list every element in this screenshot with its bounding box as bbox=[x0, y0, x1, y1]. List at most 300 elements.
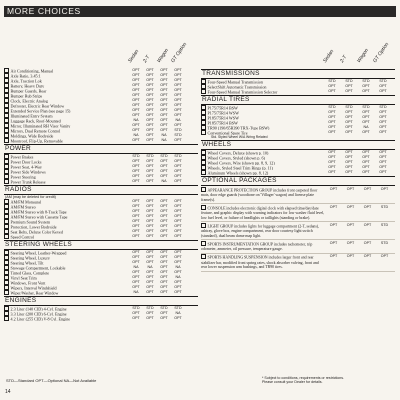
availability-value: OPT bbox=[362, 89, 370, 93]
checkbox-icon bbox=[4, 316, 9, 321]
availability-value: NA bbox=[363, 125, 369, 129]
availability-value: STD bbox=[380, 222, 389, 227]
availability-value: OPT bbox=[160, 103, 168, 107]
col-header: Wagon bbox=[156, 47, 171, 64]
availability-value: OPT bbox=[379, 110, 387, 114]
availability-value: OPT bbox=[160, 159, 168, 163]
checkbox-icon bbox=[201, 254, 206, 259]
availability-value: OPT bbox=[174, 179, 182, 183]
availability-value: NA bbox=[133, 290, 139, 295]
misc-options-list bbox=[4, 68, 198, 143]
availability-value: OPT bbox=[328, 160, 336, 165]
availability-value: OPT bbox=[174, 285, 182, 290]
radio-options-list bbox=[4, 199, 198, 239]
availability-value: OPT bbox=[146, 209, 154, 214]
availability-value: STD bbox=[160, 154, 168, 158]
availability-value: OPT bbox=[328, 155, 336, 160]
option-name: Defroster, Electric Rear Window bbox=[10, 103, 65, 108]
footnote-1: * Subject to conditions, requirements or restrictions. bbox=[262, 376, 345, 380]
availability-value: OPT bbox=[328, 110, 336, 114]
availability-value: OPT bbox=[379, 170, 387, 175]
availability-value: OPT bbox=[174, 73, 182, 77]
availability-value: OPT bbox=[174, 78, 182, 82]
availability-value: OPT bbox=[132, 159, 140, 163]
availability-value: OPT bbox=[379, 165, 387, 170]
availability-value: OPT bbox=[160, 88, 168, 92]
availability-value: OPT bbox=[160, 128, 168, 132]
availability-value: OPT bbox=[160, 285, 168, 290]
availability-value: STD bbox=[345, 79, 353, 83]
availability-value: OPT bbox=[160, 98, 168, 102]
availability-value: OPT bbox=[146, 250, 154, 255]
option-row bbox=[4, 290, 198, 295]
availability-value: OPT bbox=[132, 224, 140, 229]
availability-value: OPT bbox=[146, 133, 154, 137]
option-name: Wipers, Interval Windshield bbox=[10, 286, 57, 291]
availability-value: OPT bbox=[345, 130, 353, 134]
checkbox-icon bbox=[201, 89, 206, 94]
option-name: Power Trunk Release bbox=[10, 179, 46, 184]
availability-value: OPT bbox=[174, 280, 182, 285]
option-name: Power Side Windows bbox=[10, 169, 46, 174]
availability-value: OPT bbox=[174, 260, 182, 265]
availability-value: NA bbox=[161, 138, 167, 142]
option-name: P185/75R14 WSW bbox=[207, 115, 239, 120]
availability-value: OPT bbox=[132, 311, 140, 316]
column-headers-right bbox=[201, 20, 395, 68]
option-name: Axle, Traction Lok bbox=[10, 78, 42, 83]
availability-value: OPT bbox=[174, 169, 182, 173]
availability-value: OPT bbox=[132, 270, 140, 275]
package-description bbox=[201, 222, 325, 239]
availability-value: OPT bbox=[328, 115, 336, 119]
availability-value: OPT bbox=[174, 234, 182, 239]
availability-value: OPT bbox=[146, 83, 154, 87]
availability-value: OPT bbox=[160, 219, 168, 224]
section-radial-tires: RADIAL TIRES bbox=[201, 95, 395, 105]
availability-value: OPT bbox=[379, 125, 387, 129]
availability-value: OPT bbox=[132, 93, 140, 97]
package-description bbox=[201, 186, 325, 203]
availability-value: OPT bbox=[146, 93, 154, 97]
availability-value: OPT bbox=[379, 155, 387, 160]
option-row bbox=[201, 89, 395, 94]
availability-value: NA bbox=[133, 133, 139, 137]
availability-value: OPT bbox=[379, 84, 387, 88]
option-name: Speed Control bbox=[10, 235, 35, 240]
availability-value: OPT bbox=[328, 130, 336, 134]
option-name: Premium Sound System bbox=[10, 220, 51, 225]
section-power: POWER bbox=[4, 144, 198, 154]
option-name: Wheel Covers, Deluxe (shown p. 10) bbox=[207, 151, 269, 156]
availability-value: OPT bbox=[132, 280, 140, 285]
option-name: Conventional Spare Tire bbox=[207, 130, 248, 135]
option-name: AM/FM Monaural bbox=[10, 200, 42, 205]
option-row bbox=[4, 138, 198, 143]
package-text: SPORTS HANDLING SUSPENSION includes larger front and rear stabilizer bar, modified front spring rates, shock absorber valving, front and rear lower suspension arm bushings, and TR90 tires. bbox=[201, 255, 319, 270]
section-radios: RADIOS bbox=[4, 185, 198, 195]
availability-value: OPT bbox=[132, 123, 140, 127]
option-label bbox=[4, 234, 34, 239]
section-transmissions: TRANSMISSIONS bbox=[201, 69, 395, 79]
availability-value: OPT bbox=[146, 98, 154, 102]
availability-value: STD bbox=[174, 128, 182, 132]
option-label bbox=[4, 179, 46, 184]
availability-value: OPT bbox=[328, 84, 336, 88]
option-name: Axle Ratio, 3.45:1 bbox=[10, 73, 41, 78]
legend: STD—Standard OPT—Optional NA—Not Available bbox=[6, 378, 97, 383]
availability-value: OPT bbox=[160, 311, 168, 316]
availability-value: OPT bbox=[379, 89, 387, 93]
availability-value: NA bbox=[133, 265, 139, 270]
availability-value: OPT bbox=[174, 164, 182, 168]
availability-value: OPT bbox=[160, 123, 168, 127]
availability-value: OPT bbox=[329, 186, 338, 191]
availability-value: STD bbox=[146, 306, 154, 311]
availability-value: NA bbox=[133, 118, 139, 122]
availability-value: NA bbox=[161, 133, 167, 137]
availability-value: OPT bbox=[362, 120, 370, 124]
availability-value: OPT bbox=[160, 260, 168, 265]
availability-value: OPT bbox=[160, 270, 168, 275]
availability-value: OPT bbox=[346, 186, 355, 191]
availability-value: OPT bbox=[160, 164, 168, 168]
option-label bbox=[4, 316, 70, 321]
option-name: Power Steering bbox=[10, 174, 36, 179]
availability-value: OPT bbox=[174, 209, 182, 214]
availability-value: OPT bbox=[379, 150, 387, 155]
availability-value: OPT bbox=[345, 150, 353, 155]
tire-note: Std. Styled Wheel W/A Wring Related bbox=[211, 135, 268, 139]
availability-value: OPT bbox=[132, 219, 140, 224]
option-name: Mirror, Illuminated RH Visor Vanity bbox=[10, 123, 71, 128]
availability-value: STD bbox=[146, 154, 154, 158]
availability-value: OPT bbox=[174, 174, 182, 178]
availability-value: STD bbox=[132, 306, 140, 311]
availability-value: STD bbox=[328, 105, 336, 109]
availability-value: OPT bbox=[174, 93, 182, 97]
availability-value: OPT bbox=[146, 199, 154, 204]
option-name: Wheels, Styled Steel Trim Rings (p. 11) bbox=[207, 166, 273, 171]
availability-value: OPT bbox=[160, 68, 168, 72]
option-label bbox=[201, 89, 277, 94]
availability-value: STD bbox=[328, 79, 336, 83]
availability-value: OPT bbox=[132, 285, 140, 290]
availability-value: OPT bbox=[362, 110, 370, 114]
availability-value: OPT bbox=[146, 214, 154, 219]
availability-value: OPT bbox=[146, 128, 154, 132]
availability-value: OPT bbox=[146, 234, 154, 239]
col-header: GT Option bbox=[170, 41, 189, 64]
col-header: 2-T bbox=[339, 54, 349, 64]
availability-value: OPT bbox=[160, 255, 168, 260]
availability-value: OPT bbox=[379, 120, 387, 124]
checkbox-icon bbox=[201, 170, 206, 175]
option-name: Power Seat, 4-Way bbox=[10, 164, 42, 169]
availability-value: OPT bbox=[132, 234, 140, 239]
availability-value: OPT bbox=[362, 130, 370, 134]
availability-value: OPT bbox=[345, 115, 353, 119]
availability-value: NA bbox=[175, 311, 181, 316]
availability-value: OPT bbox=[328, 125, 336, 129]
availability-value: OPT bbox=[174, 159, 182, 163]
package-description bbox=[201, 204, 325, 221]
availability-value: STD bbox=[174, 133, 182, 137]
availability-value: OPT bbox=[174, 214, 182, 219]
option-name: Power Brakes bbox=[10, 154, 34, 159]
option-name: Protection, Lower Bodyside bbox=[10, 225, 57, 230]
availability-value: NA bbox=[161, 179, 167, 183]
availability-value: OPT bbox=[362, 84, 370, 88]
package-text: APPEARANCE PROTECTION GROUP includes front carpeted floor mats, door edge guards (woodtone on 'Villager' wagon) and license plate frame(s). bbox=[201, 188, 318, 202]
availability-value: OPT bbox=[160, 290, 168, 295]
option-name: Wheel Covers, Styled (shown p. 6) bbox=[207, 156, 265, 161]
availability-value: OPT bbox=[363, 254, 372, 259]
availability-value: OPT bbox=[160, 83, 168, 87]
availability-value: OPT bbox=[174, 98, 182, 102]
availability-value: OPT bbox=[362, 165, 370, 170]
option-label bbox=[201, 130, 248, 135]
availability-value: OPT bbox=[132, 255, 140, 260]
option-name: TR90 (190/65R390 TRX-Type BSW) bbox=[207, 125, 270, 130]
option-name: Bumper Guards, Rear bbox=[10, 88, 47, 93]
availability-value: OPT bbox=[329, 254, 338, 259]
availability-value: NA bbox=[175, 118, 181, 122]
page-title: MORE CHOICES bbox=[7, 6, 81, 16]
availability-value: OPT bbox=[146, 159, 154, 163]
checkbox-icon bbox=[201, 187, 206, 192]
availability-value: NA bbox=[175, 275, 181, 280]
option-name: Tinted Glass, Complete bbox=[10, 271, 50, 276]
availability-value: OPT bbox=[345, 125, 353, 129]
option-name: AM/FM Stereo with Cassette Tape bbox=[10, 215, 68, 220]
availability-value: OPT bbox=[174, 113, 182, 117]
availability-value: OPT bbox=[160, 214, 168, 219]
checkbox-icon bbox=[201, 130, 206, 135]
availability-value: OPT bbox=[160, 275, 168, 280]
availability-value: OPT bbox=[174, 229, 182, 234]
package-row bbox=[201, 240, 395, 253]
availability-value: OPT bbox=[132, 260, 140, 265]
availability-value: OPT bbox=[146, 78, 154, 82]
availability-value: OPT bbox=[146, 311, 154, 316]
availability-value: OPT bbox=[345, 165, 353, 170]
availability-value: OPT bbox=[146, 260, 154, 265]
option-name: Wiper/Washer, Rear Window bbox=[10, 291, 59, 296]
availability-value: OPT bbox=[160, 224, 168, 229]
availability-value: OPT bbox=[328, 120, 336, 124]
availability-value: NA bbox=[175, 265, 181, 270]
package-description bbox=[201, 254, 325, 271]
col-header: GT Option bbox=[372, 41, 391, 64]
availability-value: OPT bbox=[146, 118, 154, 122]
availability-value: OPT bbox=[132, 103, 140, 107]
checkbox-icon bbox=[4, 234, 9, 239]
availability-value: OPT bbox=[362, 170, 370, 175]
availability-value: OPT bbox=[146, 179, 154, 183]
availability-value: STD bbox=[380, 204, 389, 209]
option-name: Bumper Rub Strips bbox=[10, 93, 43, 98]
availability-value: OPT bbox=[345, 120, 353, 124]
option-name: Stowage Compartment, Lockable bbox=[10, 266, 66, 271]
availability-value: OPT bbox=[160, 316, 168, 321]
availability-value: OPT bbox=[345, 155, 353, 160]
availability-value: OPT bbox=[146, 174, 154, 178]
package-text: SPORTS INSTRUMENTATION GROUP includes tachometer, trip odometer, ammeter, oil pressure, temperature gauge. bbox=[201, 242, 313, 252]
availability-value: OPT bbox=[160, 209, 168, 214]
package-row bbox=[201, 186, 395, 204]
section-engines: ENGINES bbox=[4, 296, 198, 306]
availability-value: OPT bbox=[174, 108, 182, 112]
availability-value: OPT bbox=[146, 113, 154, 117]
availability-value: OPT bbox=[146, 285, 154, 290]
availability-value: OPT bbox=[345, 170, 353, 175]
option-name: Four-Speed Manual Transmission Selector bbox=[207, 89, 278, 94]
availability-value: OPT bbox=[132, 275, 140, 280]
availability-value: OPT bbox=[363, 222, 372, 227]
availability-value: STD bbox=[345, 105, 353, 109]
option-name: Vinyl Seat Trim bbox=[10, 276, 37, 281]
col-header: Sedan bbox=[127, 48, 141, 64]
availability-value: OPT bbox=[146, 73, 154, 77]
availability-value: OPT bbox=[146, 280, 154, 285]
checkbox-icon bbox=[201, 241, 206, 246]
availability-value: OPT bbox=[174, 68, 182, 72]
availability-value: OPT bbox=[132, 164, 140, 168]
availability-value: OPT bbox=[174, 255, 182, 260]
availability-value: OPT bbox=[160, 78, 168, 82]
availability-value: OPT bbox=[132, 214, 140, 219]
availability-value: OPT bbox=[160, 113, 168, 117]
availability-value: OPT bbox=[345, 89, 353, 93]
checkbox-icon bbox=[4, 290, 9, 295]
availability-value: OPT bbox=[132, 199, 140, 204]
availability-value: OPT bbox=[160, 250, 168, 255]
option-name: P175/75R14 BSW bbox=[207, 105, 238, 110]
availability-value: OPT bbox=[346, 254, 355, 259]
availability-value: OPT bbox=[174, 123, 182, 127]
availability-value: OPT bbox=[132, 108, 140, 112]
availability-value: OPT bbox=[174, 83, 182, 87]
power-options-list bbox=[4, 154, 198, 184]
option-name: Steering Wheel, Luxury bbox=[10, 256, 50, 261]
availability-value: OPT bbox=[146, 275, 154, 280]
availability-value: OPT bbox=[379, 130, 387, 134]
availability-value: OPT bbox=[160, 265, 168, 270]
checkbox-icon bbox=[4, 179, 9, 184]
availability-value: OPT bbox=[174, 250, 182, 255]
availability-value: OPT bbox=[160, 169, 168, 173]
col-header: 2-T bbox=[142, 54, 152, 64]
option-name: Four-Speed Manual Transmission bbox=[207, 79, 263, 84]
column-headers-left bbox=[4, 20, 198, 68]
option-name: Seat Belts, Deluxe Color Keyed bbox=[10, 230, 63, 235]
availability-value: OPT bbox=[146, 88, 154, 92]
availability-value: OPT bbox=[132, 138, 140, 142]
availability-value: OPT bbox=[160, 93, 168, 97]
availability-value: OPT bbox=[345, 160, 353, 165]
radios-subtitle: (AM (may be deleted for credit) bbox=[5, 195, 56, 199]
availability-value: OPT bbox=[146, 204, 154, 209]
option-name: Moldings, Wide Bodyside bbox=[10, 133, 54, 138]
option-row bbox=[4, 316, 198, 321]
option-name: Extended Service Plan (see page 15) bbox=[10, 108, 71, 113]
availability-value: STD bbox=[160, 306, 168, 311]
availability-value: OPT bbox=[146, 229, 154, 234]
transmission-options-list bbox=[201, 79, 395, 94]
availability-value: OPT bbox=[345, 84, 353, 88]
col-header: Sedan bbox=[322, 48, 336, 64]
availability-value: OPT bbox=[362, 160, 370, 165]
availability-value: OPT bbox=[146, 316, 154, 321]
availability-value: OPT bbox=[146, 138, 154, 142]
availability-value: OPT bbox=[160, 280, 168, 285]
availability-value: OPT bbox=[160, 118, 168, 122]
package-row bbox=[201, 254, 395, 272]
availability-value: OPT bbox=[363, 204, 372, 209]
option-name: SelectShift Automatic Transmission bbox=[207, 84, 267, 89]
availability-value: OPT bbox=[132, 113, 140, 117]
availability-value: OPT bbox=[362, 155, 370, 160]
availability-value: OPT bbox=[362, 115, 370, 119]
availability-value: OPT bbox=[174, 88, 182, 92]
availability-value: OPT bbox=[146, 224, 154, 229]
option-name: Aluminum Wheels (shown pp. 8, 12) bbox=[207, 171, 269, 176]
package-text: CONSOLE includes electronic digital clock with elapsed time/day/date feature, and graphic display with warning indicators for low washer fluid level, low fuel level, or failure of headlights or taillights (standing or brake). bbox=[201, 206, 325, 220]
option-name: 4.2 Liter (255 CID) V-8 Cyl. Engine bbox=[10, 317, 71, 322]
package-description bbox=[201, 240, 325, 252]
package-list bbox=[201, 186, 395, 271]
option-name: AM/FM Stereo bbox=[10, 205, 36, 210]
availability-value: OPT bbox=[146, 164, 154, 168]
option-name: Luggage Rack, Roof-Mounted bbox=[10, 118, 61, 123]
availability-value: OPT bbox=[363, 186, 372, 191]
availability-value: OPT bbox=[160, 108, 168, 112]
option-name: Mirrors, Dual Remote Control bbox=[10, 128, 61, 133]
availability-value: OPT bbox=[132, 204, 140, 209]
option-name: AM/FM Stereo with 8-Track Tape bbox=[10, 210, 67, 215]
availability-value: OPT bbox=[132, 83, 140, 87]
availability-value: OPT bbox=[132, 78, 140, 82]
option-name: 3.3 Liter (200 CID) 6-Cyl. Engine bbox=[10, 312, 67, 317]
availability-value: OPT bbox=[329, 204, 338, 209]
availability-value: OPT bbox=[160, 174, 168, 178]
option-name: Steering Wheel, Tilt bbox=[10, 261, 44, 266]
availability-value: OPT bbox=[328, 89, 336, 93]
option-name: Moonroof, Flip-Up, Removable bbox=[10, 138, 63, 143]
availability-value: STD bbox=[362, 105, 370, 109]
availability-value: STD bbox=[174, 154, 182, 158]
availability-value: OPT bbox=[132, 316, 140, 321]
availability-value: OPT bbox=[174, 224, 182, 229]
option-name: Steering Wheel, Leather-Wrapped bbox=[10, 251, 67, 256]
availability-value: STD bbox=[379, 105, 387, 109]
availability-value: OPT bbox=[363, 240, 372, 245]
availability-value: OPT bbox=[174, 290, 182, 295]
checkbox-icon bbox=[201, 205, 206, 210]
availability-value: OPT bbox=[379, 160, 387, 165]
availability-value: OPT bbox=[346, 222, 355, 227]
option-name: Air Conditioning, Manual bbox=[10, 68, 54, 73]
availability-value: OPT bbox=[174, 316, 182, 321]
availability-value: OPT bbox=[132, 250, 140, 255]
availability-value: OPT bbox=[174, 138, 182, 142]
section-wheels: WHEELS bbox=[201, 140, 395, 150]
availability-value: STD bbox=[132, 154, 140, 158]
availability-value: OPT bbox=[160, 234, 168, 239]
page-number: 14 bbox=[5, 389, 11, 395]
engine-options-list bbox=[4, 306, 198, 321]
